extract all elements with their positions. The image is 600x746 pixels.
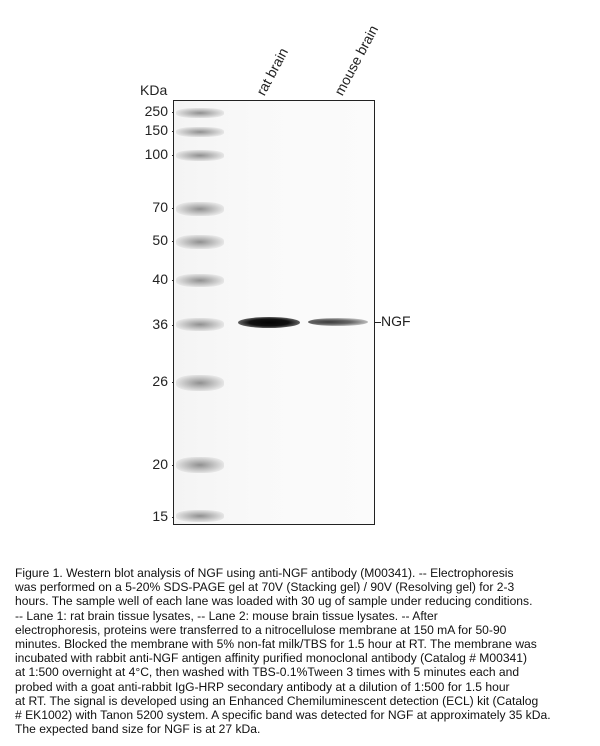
lane-label-2: mouse brain — [330, 22, 382, 99]
caption-line: was performed on a 5-20% SDS-PAGE gel at 70V (Stacking gel) / 90V (Resolving gel) for 2-3 — [15, 580, 515, 595]
marker-label: 40 — [152, 271, 168, 287]
ladder-band — [176, 108, 224, 118]
caption-line: electrophoresis, proteins were transferred to a nitrocellulose membrane at 150 mA for 50-90 — [15, 622, 507, 637]
ngf-band-lane-1 — [238, 317, 300, 328]
unit-label: KDa — [140, 82, 168, 98]
blot-membrane — [173, 100, 375, 525]
caption-line: incubated with rabbit anti-NGF antigen affinity purified monoclonal antibody (Catalog # M00341) — [15, 651, 528, 666]
ladder-band — [176, 235, 224, 249]
marker-label: 250 — [144, 103, 168, 119]
caption-line: probed with a goat anti-rabbit IgG-HRP secondary antibody at a dilution of 1:500 for 1.5 hour — [15, 679, 510, 694]
lane-label-1: rat brain — [252, 45, 292, 98]
marker-label: 36 — [152, 316, 168, 332]
ladder-band — [176, 274, 224, 287]
ladder-band — [176, 457, 224, 473]
caption-line: The expected band size for NGF is at 27 kDa. — [15, 722, 261, 737]
ladder-band — [176, 510, 224, 522]
caption-line: at RT. The signal is developed using an Enhanced Chemiluminescent detection (ECL) kit (Catalog — [15, 693, 539, 708]
ngf-band-lane-2 — [308, 318, 368, 326]
marker-label: 26 — [152, 373, 168, 389]
caption-line: hours. The sample well of each lane was loaded with 30 ug of sample under reducing conditions. — [15, 594, 533, 609]
caption-line: Figure 1. Western blot analysis of NGF using anti-NGF antibody (M00341). -- Electrophoresis — [15, 566, 514, 580]
caption-line: at 1:500 overnight at 4°C, then washed with TBS-0.1%Tween 3 times with 5 minutes each and — [15, 665, 520, 680]
marker-label: 100 — [144, 146, 168, 162]
marker-label: 150 — [144, 122, 168, 138]
marker-label: 20 — [152, 456, 168, 472]
ladder-band — [176, 202, 224, 216]
caption-line: -- Lane 1: rat brain tissue lysates, -- Lane 2: mouse brain tissue lysates. -- After — [15, 608, 438, 623]
caption-line: minutes. Blocked the membrane with 5% non-fat milk/TBS for 1.5 hour at RT. The membrane was — [15, 637, 537, 652]
caption-line: # EK1002) with Tanon 5200 system. A specific band was detected for NGF at approximately 35 kDa. — [15, 708, 551, 723]
marker-label: 70 — [152, 199, 168, 215]
ladder-band — [176, 127, 224, 137]
marker-label: 50 — [152, 232, 168, 248]
ladder-band — [176, 375, 224, 391]
ladder-band — [176, 318, 224, 331]
figure-caption — [15, 566, 585, 736]
marker-label: 15 — [152, 508, 168, 524]
target-label: NGF — [381, 313, 411, 329]
ladder-band — [176, 150, 224, 161]
